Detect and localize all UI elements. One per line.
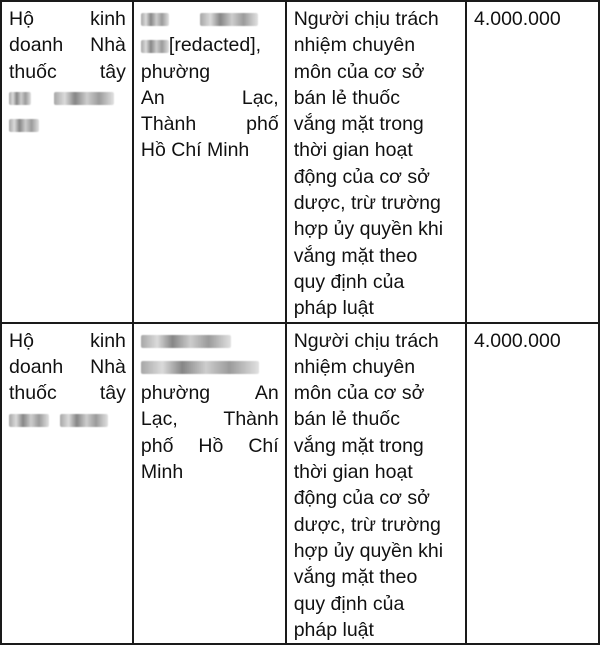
violation-line: thời gian hoạt bbox=[293, 139, 413, 162]
redacted-business-name bbox=[9, 85, 126, 111]
redacted-business-name bbox=[9, 111, 126, 137]
redacted-address bbox=[141, 328, 279, 354]
violation-line: môn của cơ sở bbox=[293, 60, 425, 83]
violation-cell bbox=[286, 1, 466, 323]
violation-line: hợp ủy quyền khi bbox=[293, 218, 444, 241]
violation-line: dược, trừ trường bbox=[293, 513, 441, 536]
business-name-cell bbox=[1, 1, 133, 323]
address-line: [redacted], phường bbox=[140, 34, 262, 83]
business-line: Hộ kinh bbox=[9, 8, 126, 30]
violation-line: vắng mặt trong bbox=[293, 113, 424, 136]
redacted-address bbox=[141, 354, 279, 380]
violation-line: pháp luật bbox=[293, 618, 374, 641]
violation-line: pháp luật bbox=[293, 297, 374, 320]
violation-line: vắng mặt theo bbox=[293, 566, 418, 589]
business-line: Hộ kinh bbox=[9, 329, 126, 352]
address-cell bbox=[133, 1, 286, 323]
address-line: An Lạc, bbox=[140, 86, 279, 109]
fine-amount-cell bbox=[466, 323, 599, 645]
violation-line: động của cơ sở bbox=[293, 165, 430, 188]
fine-amount-cell bbox=[466, 1, 599, 323]
violation-line: vắng mặt trong bbox=[293, 434, 424, 457]
violation-line: Người chịu trách bbox=[293, 8, 439, 30]
violation-line: dược, trừ trường bbox=[293, 192, 441, 215]
fine-amount: 4.000.000 bbox=[473, 8, 561, 30]
violation-line: quy định của bbox=[293, 270, 405, 293]
violation-line: Người chịu trách bbox=[293, 329, 439, 352]
address-line: Hồ Chí Minh bbox=[140, 139, 250, 162]
business-line: thuốc tây bbox=[9, 60, 126, 83]
violation-line: quy định của bbox=[293, 592, 405, 615]
address-line: Thành phố bbox=[140, 113, 279, 136]
business-line: doanh Nhà bbox=[9, 355, 126, 378]
business-name-cell bbox=[1, 323, 133, 645]
violation-cell bbox=[286, 323, 466, 645]
business-line: thuốc tây bbox=[9, 382, 126, 405]
redacted-business-name bbox=[9, 406, 126, 432]
violation-line: nhiệm chuyên bbox=[293, 355, 416, 378]
address-line: phường An bbox=[140, 382, 279, 405]
violation-line: hợp ủy quyền khi bbox=[293, 539, 444, 562]
redacted-address bbox=[141, 6, 279, 32]
address-line: Lạc, Thành bbox=[140, 408, 279, 431]
address-line: Minh bbox=[140, 461, 184, 484]
violation-line: môn của cơ sở bbox=[293, 382, 425, 405]
violation-line: bán lẻ thuốc bbox=[293, 86, 400, 109]
table-row bbox=[1, 1, 599, 323]
address-line: phố Hồ Chí bbox=[140, 434, 279, 457]
violation-line: thời gian hoạt bbox=[293, 461, 413, 484]
violation-line: nhiệm chuyên bbox=[293, 34, 416, 57]
business-line: doanh Nhà bbox=[9, 34, 126, 57]
violation-line: động của cơ sở bbox=[293, 487, 430, 510]
table-row bbox=[1, 323, 599, 645]
address-cell bbox=[133, 323, 286, 645]
fine-amount: 4.000.000 bbox=[473, 329, 561, 352]
violation-line: vắng mặt theo bbox=[293, 244, 418, 267]
violation-line: bán lẻ thuốc bbox=[293, 408, 400, 431]
